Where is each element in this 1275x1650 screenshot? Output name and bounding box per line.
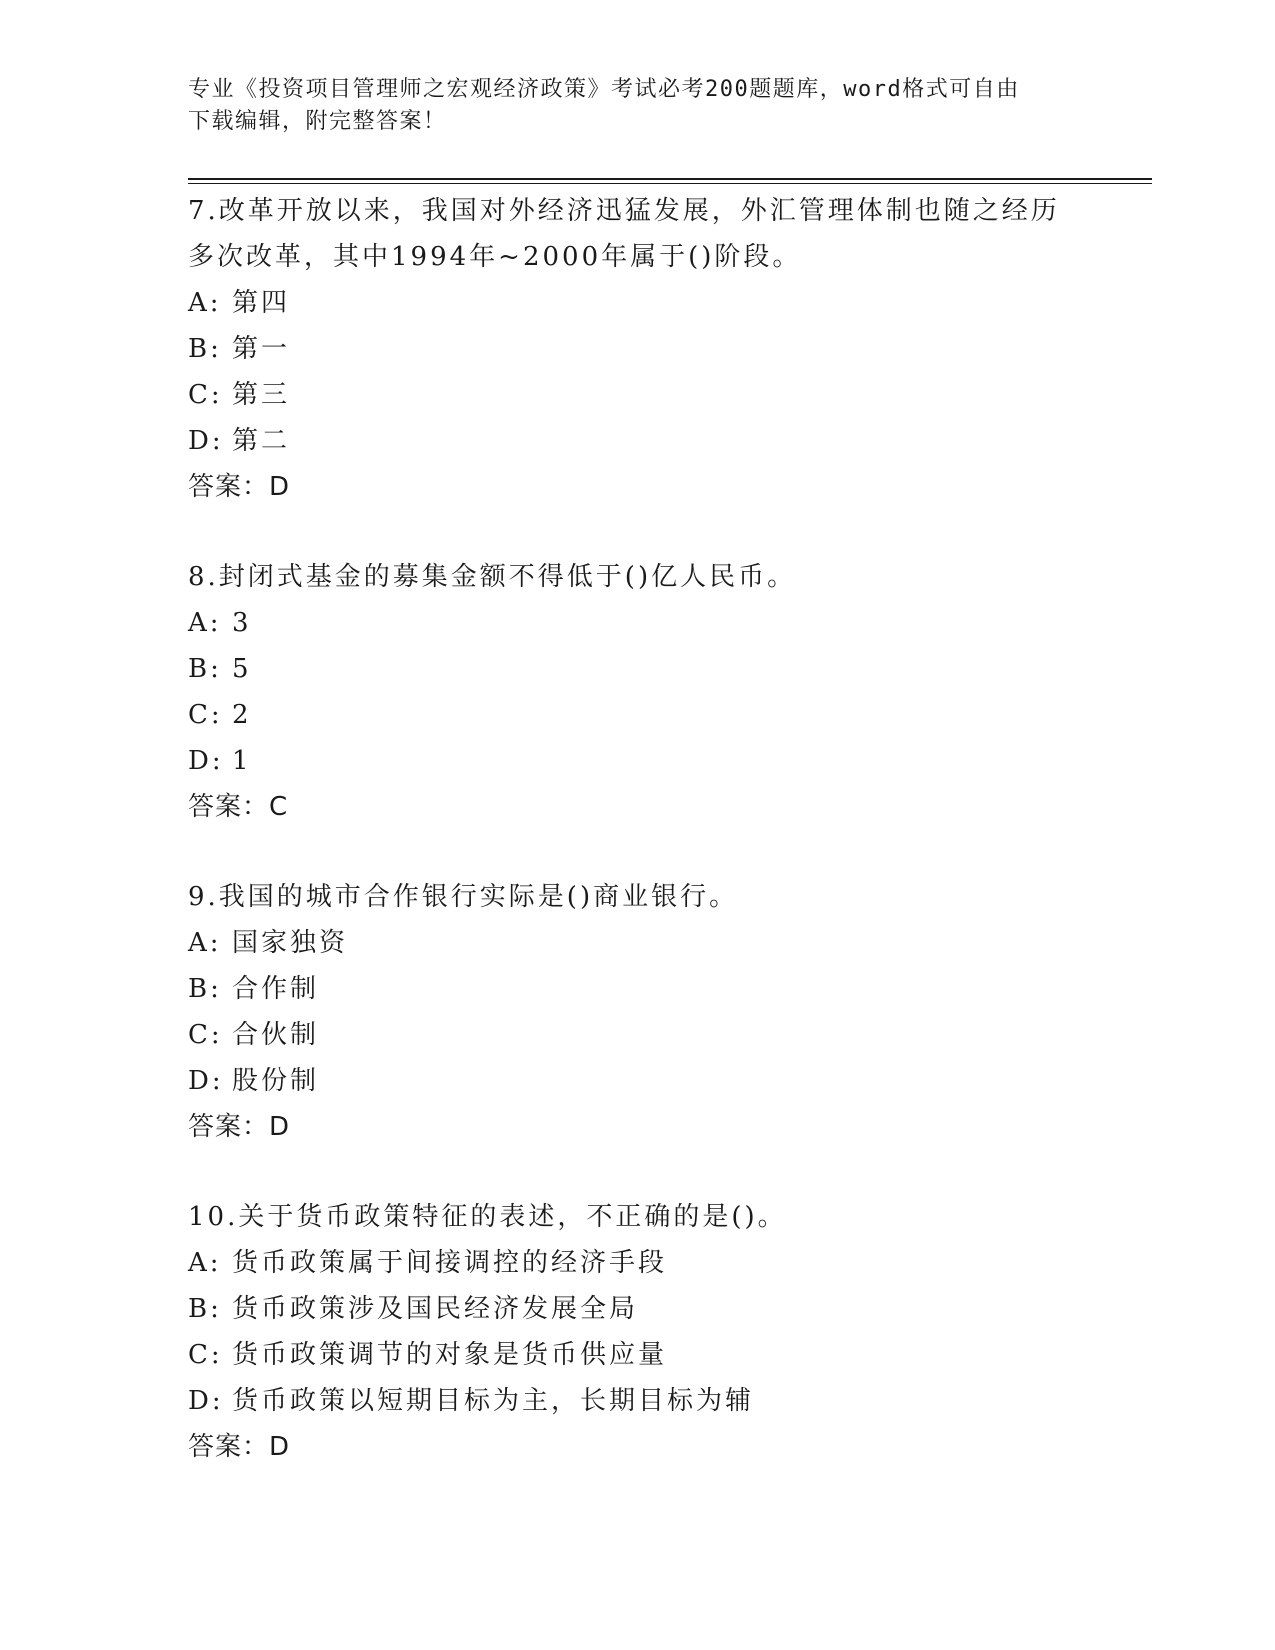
option-d (188, 1058, 1088, 1104)
option-text: 5 (232, 654, 252, 684)
answer: 答案：D (188, 472, 291, 502)
option-text: 2 (232, 700, 252, 730)
option-text: 货币政策以短期目标为主，长期目标为辅 (232, 1386, 755, 1416)
option-c (188, 1332, 1088, 1378)
option-key: B: (188, 654, 222, 684)
question-list (188, 188, 1088, 1514)
option-text: 货币政策调节的对象是货币供应量 (232, 1340, 668, 1370)
question-10 (188, 1194, 1088, 1470)
option-key: A: (188, 608, 222, 638)
answer: 答案：C (188, 792, 289, 822)
option-key: C: (188, 380, 223, 410)
option-text: 股份制 (232, 1066, 320, 1096)
option-key: A: (188, 928, 222, 958)
option-d (188, 1378, 1088, 1424)
question-text-line: 9.我国的城市合作银行实际是()商业银行。 (188, 882, 739, 912)
option-key: B: (188, 334, 222, 364)
option-text: 第四 (232, 288, 291, 318)
option-key: C: (188, 700, 223, 730)
question-text-line: 7.改革开放以来，我国对外经济迅猛发展，外汇管理体制也随之经历 (188, 196, 1060, 226)
option-key: D: (188, 1386, 224, 1416)
option-c (188, 372, 1088, 418)
option-d (188, 738, 1088, 784)
option-key: B: (188, 1294, 222, 1324)
question-text (188, 188, 1088, 280)
question-text-line: 多次改革，其中1994年~2000年属于()阶段。 (188, 242, 802, 272)
option-key: A: (188, 288, 222, 318)
option-text: 第三 (232, 380, 291, 410)
option-d (188, 418, 1088, 464)
option-b (188, 966, 1088, 1012)
option-b (188, 326, 1088, 372)
option-a (188, 1240, 1088, 1286)
option-key: C: (188, 1020, 223, 1050)
option-b (188, 1286, 1088, 1332)
option-a (188, 280, 1088, 326)
question-8 (188, 554, 1088, 830)
option-b (188, 646, 1088, 692)
question-text-line: 10.关于货币政策特征的表述，不正确的是()。 (188, 1202, 787, 1232)
header-line-1: 专业《投资项目管理师之宏观经济政策》考试必考200题题库，word格式可自由 (188, 77, 1020, 102)
answer: 答案：D (188, 1432, 291, 1462)
question-text (188, 554, 1088, 600)
question-9 (188, 874, 1088, 1150)
question-text-line: 8.封闭式基金的募集金额不得低于()亿人民币。 (188, 562, 797, 592)
option-text: 3 (232, 608, 252, 638)
question-7 (188, 188, 1088, 510)
option-key: D: (188, 746, 224, 776)
question-text (188, 874, 1088, 920)
option-key: D: (188, 1066, 224, 1096)
document-header (188, 74, 1068, 138)
question-text (188, 1194, 1088, 1240)
option-text: 第一 (232, 334, 291, 364)
option-text: 国家独资 (232, 928, 349, 958)
option-key: A: (188, 1248, 222, 1278)
option-text: 合作制 (232, 974, 320, 1004)
answer: 答案：D (188, 1112, 291, 1142)
option-c (188, 1012, 1088, 1058)
option-a (188, 920, 1088, 966)
option-key: B: (188, 974, 222, 1004)
option-key: D: (188, 426, 224, 456)
header-divider (188, 178, 1152, 184)
option-text: 第二 (232, 426, 291, 456)
option-a (188, 600, 1088, 646)
header-line-2: 下载编辑，附完整答案！ (188, 109, 447, 134)
option-text: 1 (232, 746, 252, 776)
option-text: 货币政策属于间接调控的经济手段 (232, 1248, 668, 1278)
option-key: C: (188, 1340, 223, 1370)
option-text: 货币政策涉及国民经济发展全局 (232, 1294, 639, 1324)
option-text: 合伙制 (232, 1020, 320, 1050)
option-c (188, 692, 1088, 738)
